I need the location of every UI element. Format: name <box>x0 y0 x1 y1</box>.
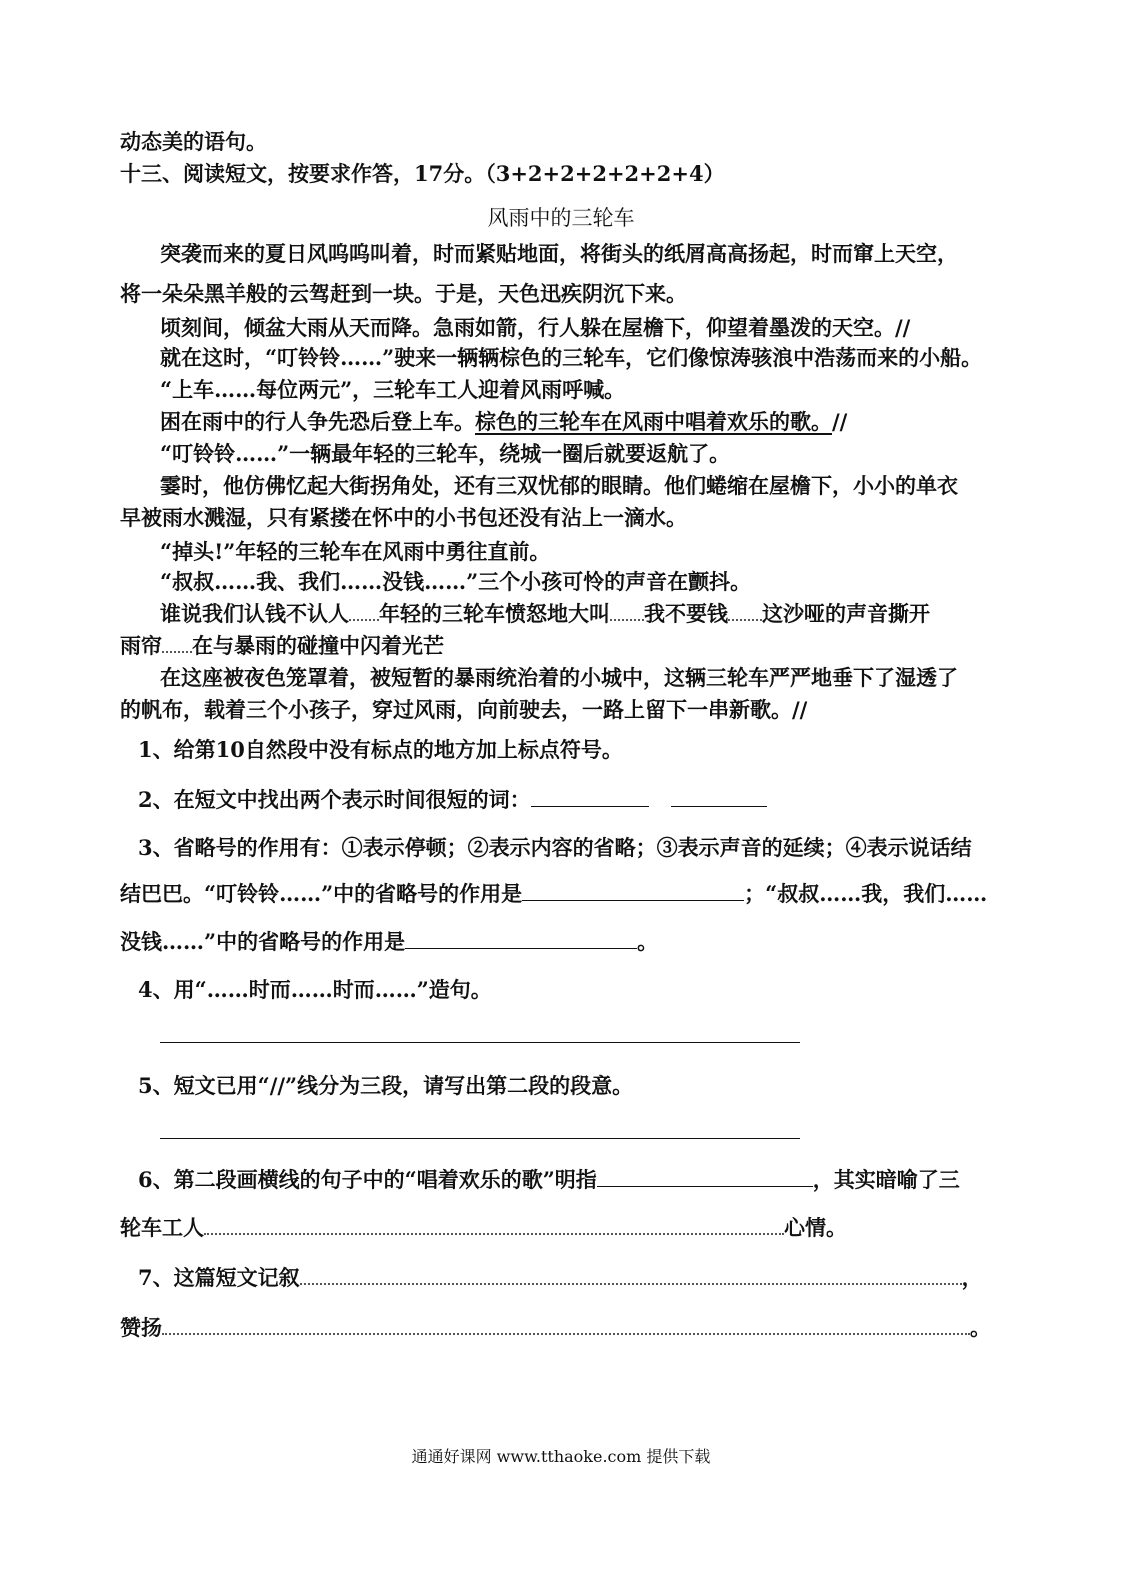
text-segment: 谁说我们认钱不认人 <box>160 601 349 626</box>
question-5: 5、短文已用“//”线分为三段，请写出第二段的段意。 <box>138 1073 634 1098</box>
paragraph-line: 的帆布，载着三个小孩子，穿过风雨，向前驶去，一路上留下一串新歌。// <box>120 697 808 722</box>
question-text: ；“叔叔……我，我们…… <box>744 881 988 906</box>
question-3-line <box>120 880 987 908</box>
paragraph-line: 在这座被夜色笼罩着，被短暂的暴雨统治着的小城中，这辆三轮车严严地垂下了湿透了 <box>160 665 958 690</box>
question-text: ， <box>961 1265 983 1290</box>
paragraph-line: 将一朵朵黑羊般的云驾赶到一块。于是，天色迅疾阴沉下来。 <box>120 281 687 306</box>
paragraph-line: “叮铃铃……”一辆最年轻的三轮车，绕城一圈后就要返航了。 <box>160 441 731 466</box>
paragraph-line: 早被雨水溅湿，只有紧搂在怀中的小书包还没有沾上一滴水。 <box>120 505 687 530</box>
paragraph-line <box>120 632 444 660</box>
text-segment: 年轻的三轮车愤怒地大叫 <box>379 601 610 626</box>
question-3: 3、省略号的作用有：①表示停顿；②表示内容的省略；③表示声音的延续；④表示说话结 <box>138 835 972 860</box>
question-text: ，其实暗喻了三 <box>812 1167 960 1192</box>
answer-blank[interactable] <box>300 1265 962 1285</box>
paragraph-line: “掉头!”年轻的三轮车在风雨中勇往直前。 <box>160 539 551 564</box>
text-segment: 这沙哑的声音撕开 <box>762 601 930 626</box>
question-text: 。 <box>970 1315 991 1340</box>
footer: 通通好课网 www.tthaoke.com 提供下载 <box>411 1447 711 1466</box>
question-text: 2、在短文中找出两个表示时间很短的词： <box>138 787 531 812</box>
text-segment: 在与暴雨的碰撞中闪着光芒 <box>192 633 444 658</box>
answer-blank[interactable] <box>204 1215 784 1235</box>
question-6-line <box>120 1214 847 1242</box>
text-segment: 雨帘 <box>120 633 162 658</box>
punctuation-blank[interactable] <box>349 601 379 621</box>
punctuation-blank[interactable] <box>610 601 644 621</box>
section-heading: 十三、阅读短文，按要求作答，17分。（3+2+2+2+2+2+4） <box>120 161 725 186</box>
question-text: 6、第二段画横线的句子中的“唱着欢乐的歌”明指 <box>138 1167 597 1192</box>
question-6 <box>138 1166 960 1194</box>
question-4: 4、用“……时而……时而……”造句。 <box>138 977 492 1002</box>
paragraph-line: 顷刻间，倾盆大雨从天而降。急雨如箭，行人躲在屋檐下，仰望着墨泼的天空。// <box>160 315 911 340</box>
paragraph-line: 突袭而来的夏日风呜呜叫着，时而紧贴地面，将街头的纸屑高高扬起，时而窜上天空， <box>160 241 958 266</box>
answer-blank[interactable] <box>531 788 649 807</box>
text-segment: 困在雨中的行人争先恐后登上车。 <box>160 409 475 434</box>
answer-line[interactable] <box>160 1042 800 1043</box>
answer-blank[interactable] <box>597 1168 813 1187</box>
paragraph-line: “上车……每位两元”，三轮车工人迎着风雨呼喊。 <box>160 377 626 402</box>
punctuation-blank[interactable] <box>728 601 762 621</box>
section-divider-mark: // <box>832 409 848 434</box>
question-text: 。 <box>637 929 659 954</box>
text-segment: 我不要钱 <box>644 601 728 626</box>
question-2 <box>138 786 767 814</box>
passage-title: 风雨中的三轮车 <box>487 206 635 230</box>
question-7 <box>138 1264 983 1292</box>
paragraph-line: 霎时，他仿佛忆起大街拐角处，还有三双忧郁的眼睛。他们蜷缩在屋檐下，小小的单衣 <box>160 473 958 498</box>
answer-blank[interactable] <box>522 882 744 901</box>
paragraph-line: 就在这时，“叮铃铃……”驶来一辆辆棕色的三轮车，它们像惊涛骇浪中浩荡而来的小船。 <box>160 345 983 370</box>
paragraph-line <box>160 408 847 436</box>
question-text: 轮车工人 <box>120 1215 204 1240</box>
question-1: 1、给第10自然段中没有标点的地方加上标点符号。 <box>138 737 623 762</box>
answer-blank[interactable] <box>405 930 637 949</box>
punctuation-blank[interactable] <box>162 633 192 653</box>
question-7-line <box>120 1314 991 1342</box>
question-text: 没钱……”中的省略号的作用是 <box>120 929 406 954</box>
text-line: 动态美的语句。 <box>120 129 267 154</box>
answer-blank[interactable] <box>671 788 767 807</box>
question-text: 心情。 <box>784 1215 847 1240</box>
paragraph-line <box>160 600 930 628</box>
question-text: 7、这篇短文记叙 <box>138 1265 300 1290</box>
question-text: 结巴巴。“叮铃铃……”中的省略号的作用是 <box>120 881 523 906</box>
answer-blank[interactable] <box>162 1315 970 1335</box>
question-text: 赞扬 <box>120 1315 162 1340</box>
question-3-line <box>120 928 658 956</box>
underlined-sentence: 棕色的三轮车在风雨中唱着欢乐的歌。 <box>475 409 832 434</box>
paragraph-line: “叔叔……我、我们……没钱……”三个小孩可怜的声音在颤抖。 <box>160 569 752 594</box>
answer-line[interactable] <box>160 1138 800 1139</box>
